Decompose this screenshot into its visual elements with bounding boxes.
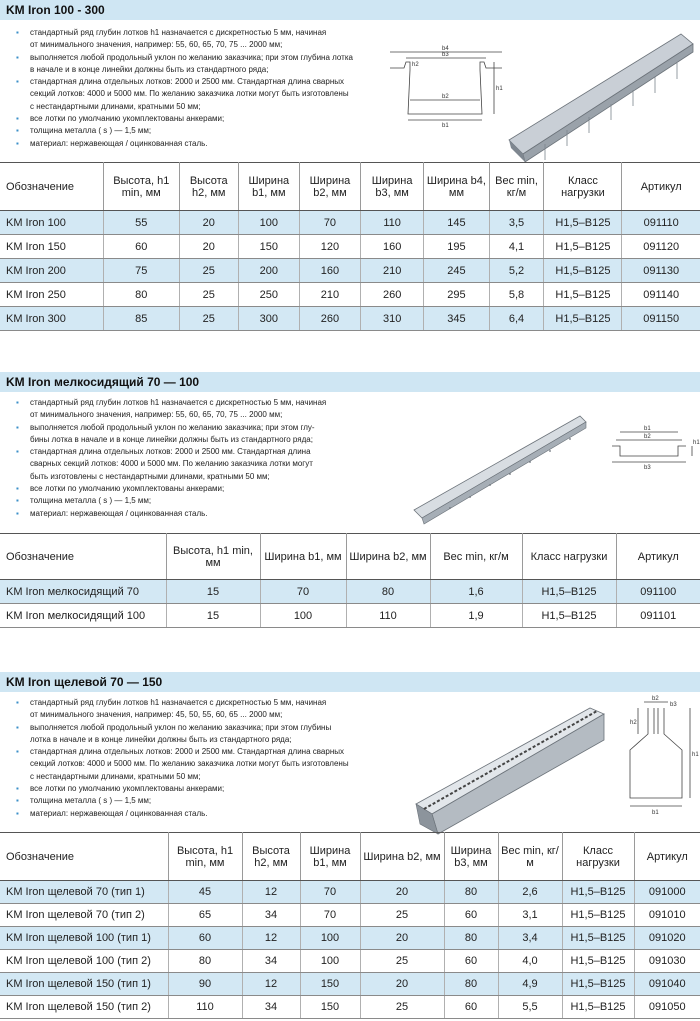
- slotted-channel-3d-illustration: [410, 700, 610, 836]
- table-row: [0, 580, 700, 604]
- table-cell: 60: [444, 904, 498, 927]
- note-item: лотка в начале и в конце линейки должны быть из стандартного ряда;: [30, 734, 292, 744]
- table-header-row: [0, 534, 700, 580]
- column-header: Вес min, кг/м: [498, 833, 562, 881]
- column-header: Ширина b1, мм: [238, 163, 299, 211]
- table-cell: 091010: [634, 904, 700, 927]
- column-header: Класс нагрузки: [522, 534, 616, 580]
- table-cell: 20: [360, 927, 444, 950]
- table-row: [0, 235, 700, 259]
- note-item: ▪ стандартная длина отдельных лотков: 2000 и 2500 мм. Стандартная длина: [14, 446, 359, 458]
- column-header: Ширина b2, мм: [360, 833, 444, 881]
- dim-label: b4: [442, 46, 449, 52]
- note-item: сварных секций лотков: 4000 и 5000 мм. По желанию заказчика лотки могут: [30, 459, 313, 469]
- column-header: Обозначение: [0, 163, 103, 211]
- column-header: Ширина b1, мм: [260, 534, 346, 580]
- table-cell: 60: [444, 996, 498, 1019]
- table-cell: 091020: [634, 927, 700, 950]
- table-cell: 4,1: [489, 235, 544, 259]
- table-cell: 3,1: [498, 904, 562, 927]
- section-title: KM Iron щелевой 70 — 150: [0, 672, 700, 692]
- note-item: ▪ выполняется любой продольный уклон по желанию заказчика; при этом глубины: [14, 722, 384, 734]
- table-cell: KM Iron 200: [0, 259, 103, 283]
- note-item: ▪ стандартная длина отдельных лотков: 2000 и 2500 мм. Стандартная длина сварных: [14, 76, 384, 88]
- table-cell: 12: [242, 973, 300, 996]
- dim-label: b2: [442, 94, 449, 100]
- table-cell: 210: [299, 283, 360, 307]
- note-item: в начале и в конце линейки должны быть из стандартного ряда;: [30, 64, 269, 74]
- table-cell: 5,5: [498, 996, 562, 1019]
- note-item: ▪ выполняется любой продольный уклон по желанию заказчика; при этом глу-: [14, 422, 359, 434]
- dim-label: h2: [412, 62, 419, 68]
- note-item: ▪ стандартный ряд глубин лотков h1 назначается с дискретностью 5 мм, начиная: [14, 397, 359, 409]
- table-cell: 091101: [616, 604, 700, 628]
- table-cell: 5,8: [489, 283, 544, 307]
- table-cell: 260: [361, 283, 424, 307]
- table-row: [0, 904, 700, 927]
- table-cell: 60: [444, 950, 498, 973]
- dim-label: b3: [670, 702, 677, 708]
- table-cell: 091140: [622, 283, 700, 307]
- table-cell: 25: [179, 283, 238, 307]
- table-cell: 80: [168, 950, 242, 973]
- table-cell: H1,5–B125: [562, 904, 634, 927]
- table-cell: 12: [242, 927, 300, 950]
- table-cell: 091100: [616, 580, 700, 604]
- table-cell: 85: [103, 307, 179, 331]
- table-cell: 60: [168, 927, 242, 950]
- column-header: Ширина b2, мм: [346, 534, 430, 580]
- table-cell: 260: [299, 307, 360, 331]
- table-cell: 3,5: [489, 211, 544, 235]
- table-cell: KM Iron щелевой 70 (тип 2): [0, 904, 168, 927]
- table-cell: 20: [179, 235, 238, 259]
- table-cell: 5,2: [489, 259, 544, 283]
- table-cell: 091110: [622, 211, 700, 235]
- column-header: Артикул: [634, 833, 700, 881]
- table-cell: 65: [168, 904, 242, 927]
- shallow-channel-cross-section-diagram: [608, 420, 700, 470]
- column-header: Высота, h1 min, мм: [103, 163, 179, 211]
- table-cell: 091000: [634, 881, 700, 904]
- table-cell: 200: [238, 259, 299, 283]
- table-cell: 15: [166, 580, 260, 604]
- table-cell: KM Iron щелевой 100 (тип 1): [0, 927, 168, 950]
- table-cell: 091040: [634, 973, 700, 996]
- notes-list: [14, 397, 359, 520]
- column-header: Артикул: [616, 534, 700, 580]
- table-cell: H1,5–B125: [562, 950, 634, 973]
- table-cell: 120: [299, 235, 360, 259]
- table-cell: 110: [346, 604, 430, 628]
- column-header: Класс нагрузки: [544, 163, 622, 211]
- table-cell: 25: [360, 996, 444, 1019]
- note-item: ▪ выполняется любой продольный уклон по желанию заказчика; при этом глубина лотка: [14, 52, 384, 64]
- table-cell: 100: [300, 950, 360, 973]
- table-cell: 150: [300, 973, 360, 996]
- table-cell: KM Iron 300: [0, 307, 103, 331]
- column-header: Высота h2, мм: [242, 833, 300, 881]
- table-cell: 4,9: [498, 973, 562, 996]
- note-item: от минимального значения, например: 55, 60, 65, 70, 75 ... 2000 мм;: [30, 410, 283, 420]
- table-cell: H1,5–B125: [562, 881, 634, 904]
- table-cell: H1,5–B125: [522, 580, 616, 604]
- section-km-iron-slotted: [0, 672, 700, 1021]
- table-cell: H1,5–B125: [562, 973, 634, 996]
- column-header: Класс нагрузки: [562, 833, 634, 881]
- dim-label: h2: [630, 720, 637, 726]
- table-cell: 80: [444, 973, 498, 996]
- table-cell: H1,5–B125: [562, 927, 634, 950]
- table-row: [0, 259, 700, 283]
- table-cell: 70: [300, 881, 360, 904]
- table-cell: KM Iron мелкосидящий 100: [0, 604, 166, 628]
- table-cell: 12: [242, 881, 300, 904]
- table-cell: 34: [242, 950, 300, 973]
- table-cell: 2,6: [498, 881, 562, 904]
- table-cell: 195: [424, 235, 489, 259]
- table-cell: 25: [179, 307, 238, 331]
- table-cell: 150: [300, 996, 360, 1019]
- table-cell: 20: [360, 881, 444, 904]
- spec-table: [0, 533, 700, 628]
- table-cell: 80: [103, 283, 179, 307]
- table-row: [0, 927, 700, 950]
- table-cell: 70: [300, 904, 360, 927]
- table-cell: 1,6: [430, 580, 522, 604]
- note-item: ▪ стандартный ряд глубин лотков h1 назначается с дискретностью 5 мм, начиная: [14, 27, 384, 39]
- table-cell: 150: [238, 235, 299, 259]
- note-item: ▪ материал: нержавеющая / оцинкованная сталь.: [14, 508, 359, 520]
- column-header: Ширина b3, мм: [444, 833, 498, 881]
- note-item: с нестандартными длинами, кратными 50 мм;: [30, 101, 201, 111]
- column-header: Высота, h1 min, мм: [168, 833, 242, 881]
- notes-list: [14, 27, 384, 150]
- table-cell: H1,5–B125: [562, 996, 634, 1019]
- table-cell: H1,5–B125: [544, 283, 622, 307]
- table-cell: 160: [361, 235, 424, 259]
- note-item: быть изготовлены с нестандартными длинами, кратными 50 мм;: [30, 471, 270, 481]
- table-cell: 80: [444, 927, 498, 950]
- table-cell: 75: [103, 259, 179, 283]
- dim-label: b1: [652, 810, 659, 816]
- table-row: [0, 950, 700, 973]
- column-header: Ширина b2, мм: [299, 163, 360, 211]
- table-cell: 25: [360, 904, 444, 927]
- dim-label: h1: [693, 440, 700, 446]
- dim-label: h1: [496, 86, 503, 92]
- table-cell: KM Iron щелевой 150 (тип 1): [0, 973, 168, 996]
- shallow-channel-3d-illustration: [410, 410, 590, 528]
- table-cell: 091050: [634, 996, 700, 1019]
- table-cell: 300: [238, 307, 299, 331]
- table-cell: 80: [346, 580, 430, 604]
- note-item: ▪ толщина металла ( s ) — 1,5 мм;: [14, 795, 384, 807]
- column-header: Артикул: [622, 163, 700, 211]
- table-cell: 250: [238, 283, 299, 307]
- note-item: ▪ стандартный ряд глубин лотков h1 назначается с дискретностью 5 мм, начиная: [14, 697, 384, 709]
- dim-label: b3: [442, 52, 449, 58]
- dim-label: b1: [644, 426, 651, 432]
- table-row: [0, 283, 700, 307]
- table-cell: 70: [299, 211, 360, 235]
- section-km-iron-shallow: [0, 372, 700, 642]
- dim-label: h1: [692, 752, 699, 758]
- column-header: Ширина b1, мм: [300, 833, 360, 881]
- column-header: Высота h2, мм: [179, 163, 238, 211]
- table-cell: 6,4: [489, 307, 544, 331]
- note-item: ▪ все лотки по умолчанию укомплектованы анкерами;: [14, 113, 384, 125]
- table-cell: KM Iron щелевой 70 (тип 1): [0, 881, 168, 904]
- table-cell: 091130: [622, 259, 700, 283]
- table-cell: 60: [103, 235, 179, 259]
- note-item: бины лотка в начале и в конце линейки должны быть из стандартного ряда;: [30, 434, 313, 444]
- column-header: Обозначение: [0, 534, 166, 580]
- channel-3d-illustration: [505, 22, 697, 162]
- dim-label: b2: [652, 696, 659, 702]
- table-cell: 90: [168, 973, 242, 996]
- table-cell: 145: [424, 211, 489, 235]
- table-cell: 15: [166, 604, 260, 628]
- table-row: [0, 996, 700, 1019]
- spec-table: [0, 162, 700, 331]
- note-item: ▪ все лотки по умолчанию укомплектованы анкерами;: [14, 783, 384, 795]
- table-cell: 25: [179, 259, 238, 283]
- slotted-channel-cross-section-diagram: [616, 694, 700, 816]
- table-cell: H1,5–B125: [544, 307, 622, 331]
- column-header: Вес min, кг/м: [489, 163, 544, 211]
- column-header: Обозначение: [0, 833, 168, 881]
- note-item: ▪ все лотки по умолчанию укомплектованы анкерами;: [14, 483, 359, 495]
- table-cell: H1,5–B125: [522, 604, 616, 628]
- table-cell: 100: [238, 211, 299, 235]
- table-cell: 345: [424, 307, 489, 331]
- dim-label: b2: [644, 434, 651, 440]
- table-cell: 160: [299, 259, 360, 283]
- table-cell: KM Iron 150: [0, 235, 103, 259]
- section-title: KM Iron мелкосидящий 70 — 100: [0, 372, 700, 392]
- table-row: [0, 604, 700, 628]
- spec-table: [0, 832, 700, 1019]
- table-cell: 110: [168, 996, 242, 1019]
- table-cell: 245: [424, 259, 489, 283]
- table-cell: 55: [103, 211, 179, 235]
- table-cell: KM Iron 100: [0, 211, 103, 235]
- table-cell: 1,9: [430, 604, 522, 628]
- table-cell: 310: [361, 307, 424, 331]
- column-header: Вес min, кг/м: [430, 534, 522, 580]
- table-cell: 110: [361, 211, 424, 235]
- table-cell: 091030: [634, 950, 700, 973]
- table-cell: 295: [424, 283, 489, 307]
- table-cell: 3,4: [498, 927, 562, 950]
- dim-label: b1: [442, 123, 449, 128]
- table-cell: 210: [361, 259, 424, 283]
- table-cell: 25: [360, 950, 444, 973]
- note-item: от минимального значения, например: 45, 50, 55, 60, 65 ... 2000 мм;: [30, 710, 283, 720]
- note-item: ▪ материал: нержавеющая / оцинкованная сталь.: [14, 138, 384, 150]
- table-cell: 45: [168, 881, 242, 904]
- section-km-iron-100-300: [0, 0, 700, 346]
- table-cell: 091120: [622, 235, 700, 259]
- table-row: [0, 211, 700, 235]
- note-item: секций лотков: 4000 и 5000 мм. По желанию заказчика лотки могут быть изготовлены: [30, 89, 349, 99]
- table-cell: 20: [179, 211, 238, 235]
- channel-cross-section-diagram: [382, 40, 510, 128]
- dim-label: b3: [644, 465, 651, 470]
- table-cell: KM Iron 250: [0, 283, 103, 307]
- note-item: с нестандартными длинами, кратными 50 мм;: [30, 771, 201, 781]
- note-item: ▪ стандартная длина отдельных лотков: 2000 и 2500 мм. Стандартная длина сварных: [14, 746, 384, 758]
- table-cell: KM Iron щелевой 150 (тип 2): [0, 996, 168, 1019]
- table-header-row: [0, 163, 700, 211]
- table-cell: 4,0: [498, 950, 562, 973]
- table-cell: 20: [360, 973, 444, 996]
- table-cell: H1,5–B125: [544, 235, 622, 259]
- table-cell: KM Iron мелкосидящий 70: [0, 580, 166, 604]
- table-cell: KM Iron щелевой 100 (тип 2): [0, 950, 168, 973]
- table-cell: 70: [260, 580, 346, 604]
- table-cell: 34: [242, 904, 300, 927]
- table-row: [0, 307, 700, 331]
- note-item: от минимального значения, например: 55, 60, 65, 70, 75 ... 2000 мм;: [30, 40, 283, 50]
- note-item: ▪ толщина металла ( s ) — 1,5 мм;: [14, 125, 384, 137]
- table-cell: 100: [300, 927, 360, 950]
- table-header-row: [0, 833, 700, 881]
- column-header: Ширина b4, мм: [424, 163, 489, 211]
- table-cell: 34: [242, 996, 300, 1019]
- table-cell: 091150: [622, 307, 700, 331]
- column-header: Ширина b3, мм: [361, 163, 424, 211]
- table-cell: H1,5–B125: [544, 259, 622, 283]
- table-row: [0, 973, 700, 996]
- note-item: ▪ толщина металла ( s ) — 1,5 мм;: [14, 495, 359, 507]
- table-cell: H1,5–B125: [544, 211, 622, 235]
- table-cell: 80: [444, 881, 498, 904]
- table-row: [0, 881, 700, 904]
- note-item: ▪ материал: нержавеющая / оцинкованная сталь.: [14, 808, 384, 820]
- note-item: секций лотков: 4000 и 5000 мм. По желанию заказчика лотки могут быть изготовлены: [30, 759, 349, 769]
- notes-list: [14, 697, 384, 820]
- column-header: Высота, h1 min, мм: [166, 534, 260, 580]
- table-cell: 100: [260, 604, 346, 628]
- section-title: KM Iron 100 - 300: [0, 0, 700, 20]
